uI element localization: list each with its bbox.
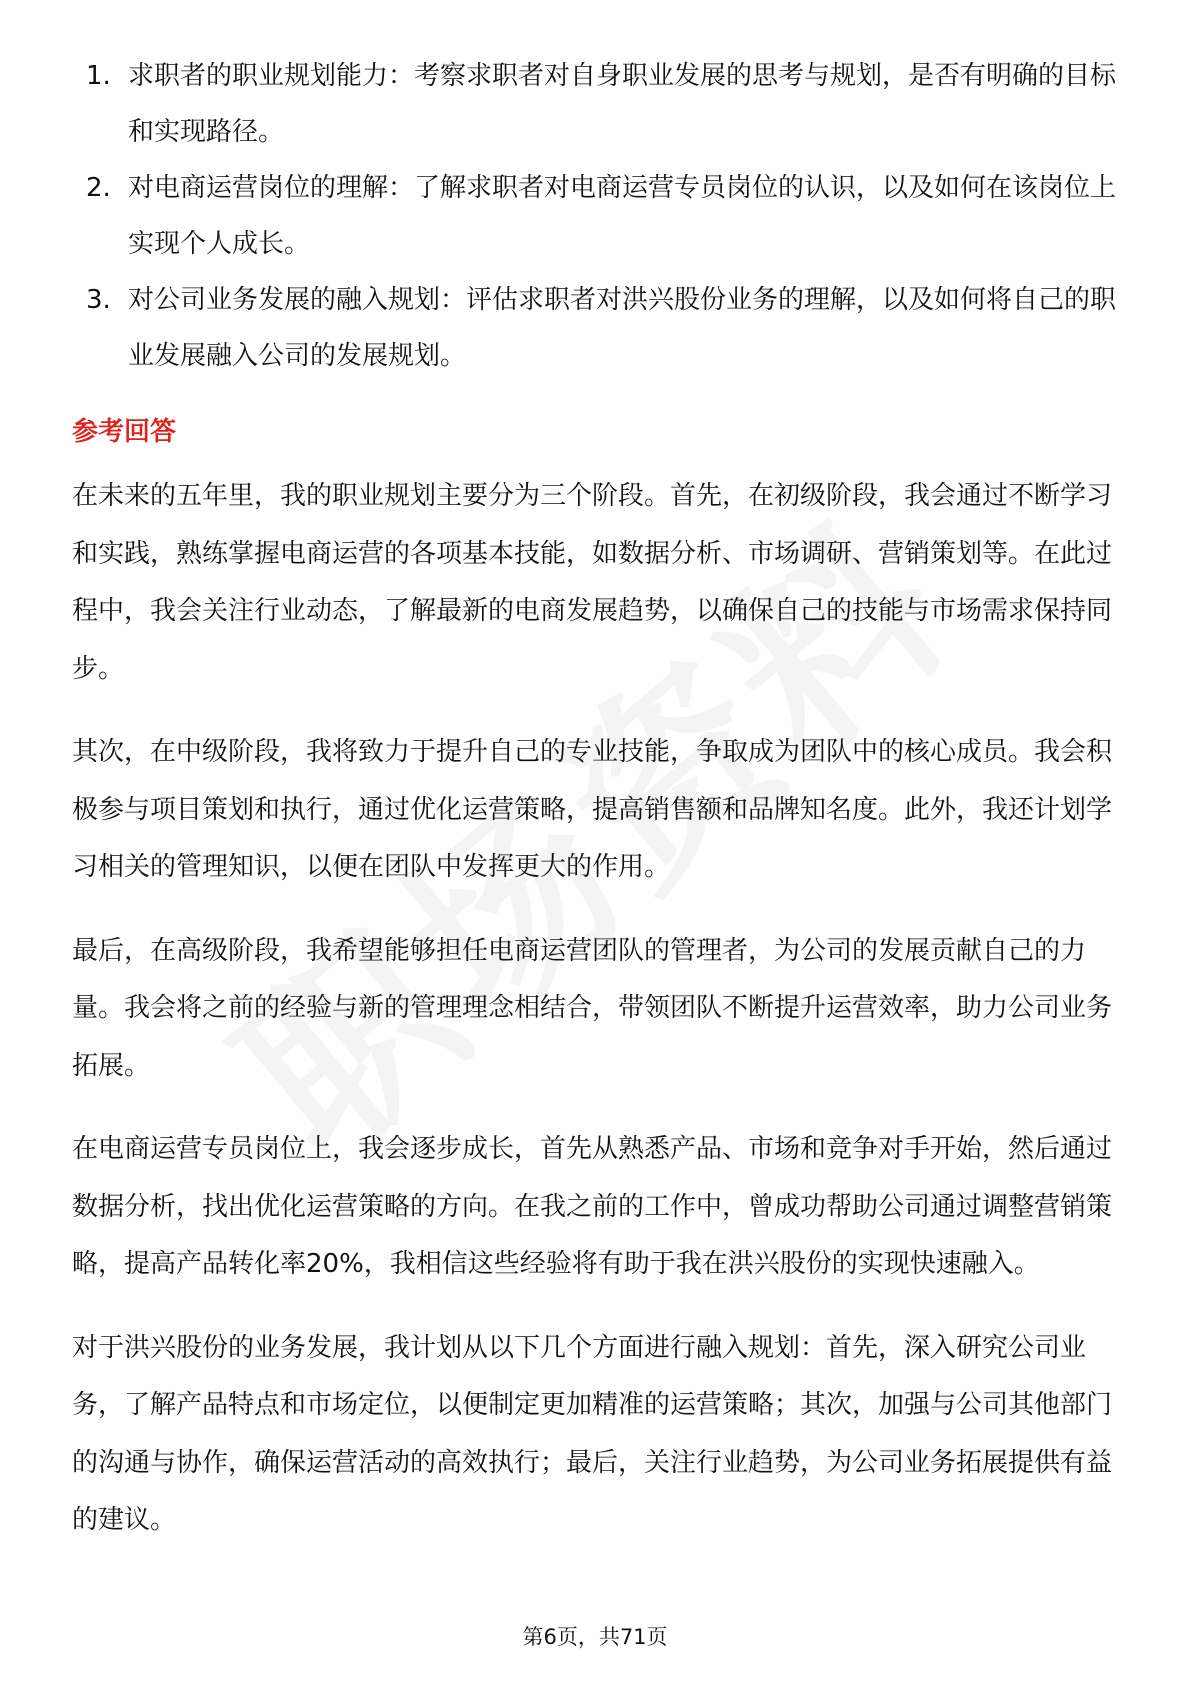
list-item-number: 3. [86, 285, 111, 315]
list-item-text: 对电商运营岗位的理解：了解求职者对电商运营专员岗位的认识，以及如何在该岗位上实现个人成长。 [128, 173, 1117, 259]
list-item-text: 求职者的职业规划能力：考察求职者对自身职业发展的思考与规划，是否有明确的目标和实现路径。 [128, 61, 1117, 147]
list-item [72, 160, 1122, 272]
page-content [72, 48, 1122, 1550]
list-item-text: 对公司业务发展的融入规划：评估求职者对洪兴股份业务的理解，以及如何将自己的职业发展融入公司的发展规划。 [128, 285, 1117, 371]
page-number: 第6页，共71页 [522, 1625, 668, 1649]
list-item [72, 272, 1122, 384]
question-list [72, 48, 1122, 384]
answer-paragraph: 最后，在高级阶段，我希望能够担任电商运营团队的管理者，为公司的发展贡献自己的力量。我会将之前的经验与新的管理理念相结合，带领团队不断提升运营效率，助力公司业务拓展。 [72, 935, 1113, 1081]
answer-paragraph: 其次，在中级阶段，我将致力于提升自己的专业技能，争取成为团队中的核心成员。我会积极参与项目策划和执行，通过优化运营策略，提高销售额和品牌知名度。此外，我还计划学习相关的管理知识，以便在团队中发挥更大的作用。 [72, 737, 1113, 882]
answer-paragraph: 在未来的五年里，我的职业规划主要分为三个阶段。首先，在初级阶段，我会通过不断学习和实践，熟练掌握电商运营的各项基本技能，如数据分析、市场调研、营销策划等。在此过程中，我会关注行业动态，了解最新的电商发展趋势，以确保自己的技能与市场需求保持同步。 [72, 481, 1113, 684]
list-item-number: 1. [86, 61, 111, 91]
answer-paragraph: 在电商运营专员岗位上，我会逐步成长，首先从熟悉产品、市场和竞争对手开始，然后通过数据分析，找出优化运营策略的方向。在我之前的工作中，曾成功帮助公司通过调整营销策略，提高产品转化率20%，我相信这些经验将有助于我在洪兴股份的实现快速融入。 [72, 1134, 1113, 1279]
list-item-number: 2. [86, 173, 111, 203]
section-heading: 参考回答 [72, 417, 177, 447]
answer-paragraph: 对于洪兴股份的业务发展，我计划从以下几个方面进行融入规划：首先，深入研究公司业务，了解产品特点和市场定位，以便制定更加精准的运营策略；其次，加强与公司其他部门的沟通与协作，确保运营活动的高效执行；最后，关注行业趋势，为公司业务拓展提供有益的建议。 [72, 1332, 1113, 1535]
list-item [72, 48, 1122, 160]
